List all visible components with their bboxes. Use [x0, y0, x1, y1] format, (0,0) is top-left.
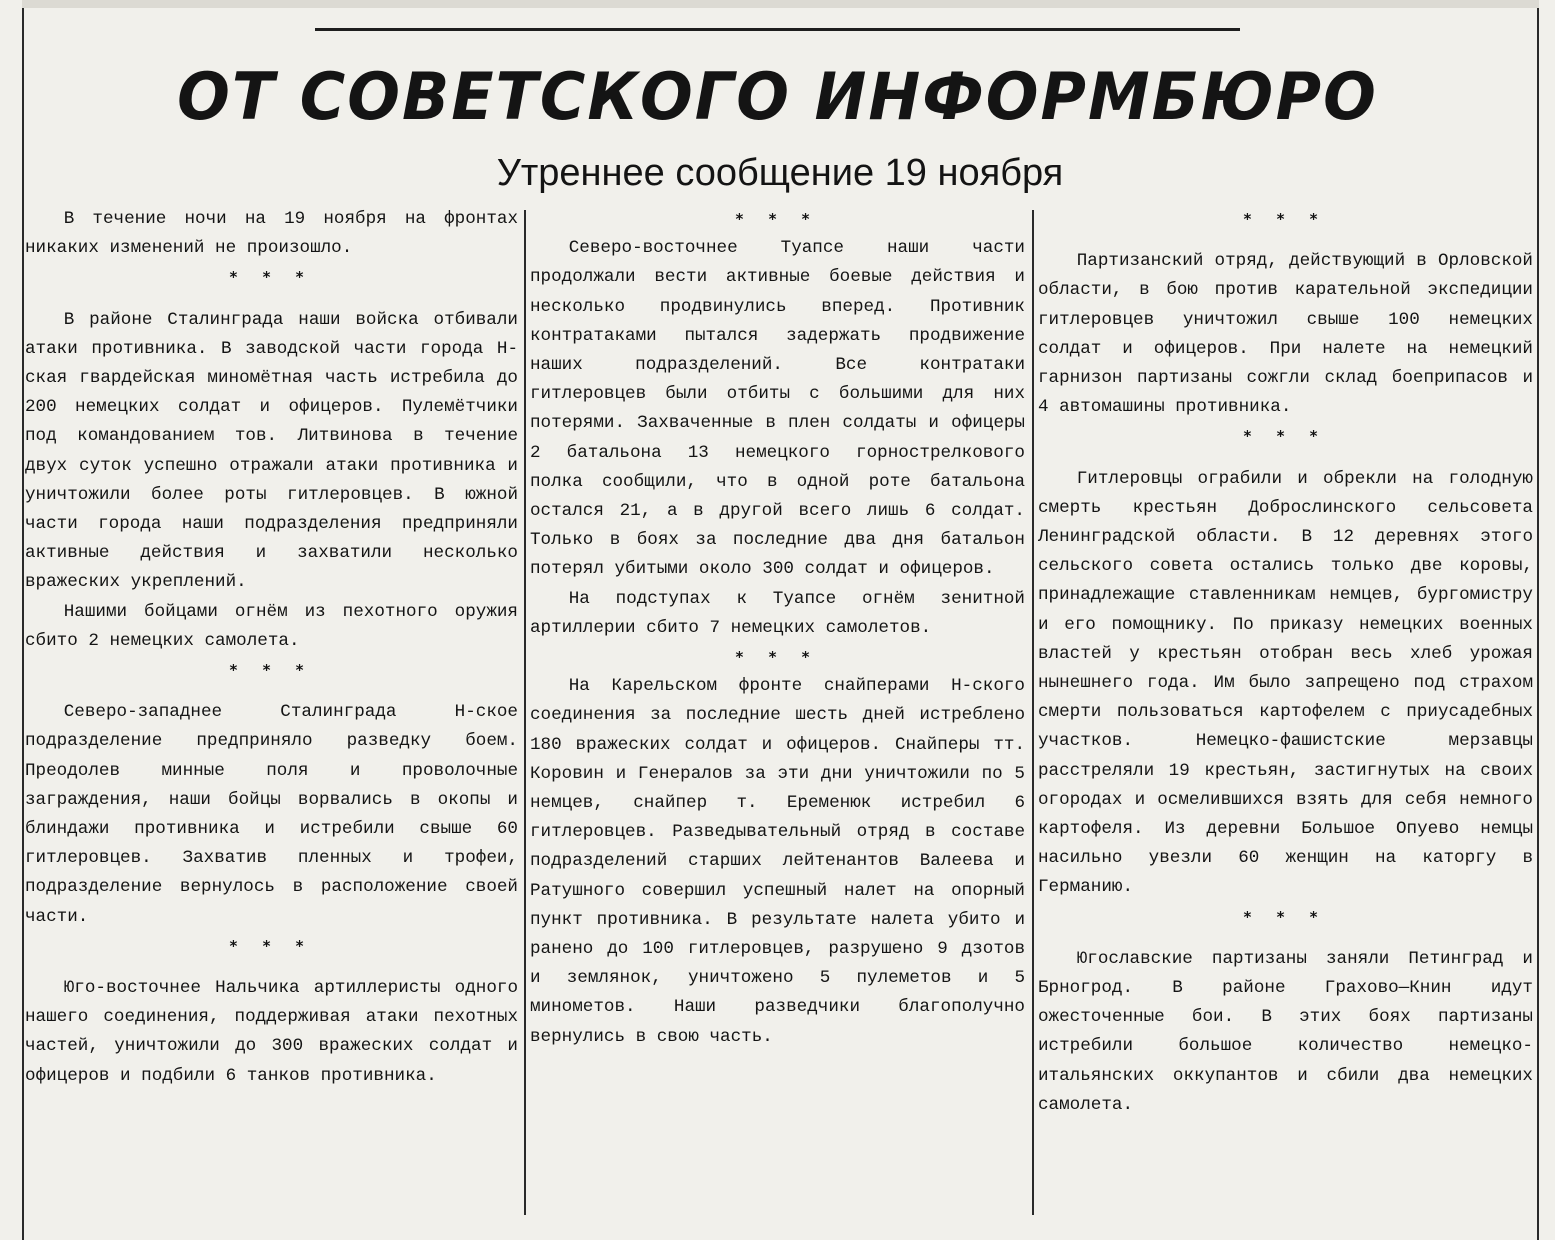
- article-paragraph: В районе Сталинграда наши войска отбивали атаки противника. В заводской части города Н-ская гвардейская миномётная часть истребила до 200 немецких солдат и офицеров. Пулемётчики под командованием тов. Литвинова в течение двух суток успешно отражали атаки противника и уничтожили более роты гитлеровцев. В южной части города наши подразделения предприняли активные действия и захватили несколько вражеских укреплений.: [25, 309, 518, 593]
- column-divider: [1032, 210, 1034, 1215]
- article-column-2: [530, 205, 1025, 1052]
- article-paragraph: На Карельском фронте снайперами Н-ского соединения за последние шесть дней истреблено 180 вражеских солдат и офицеров. Снайперы тт. Коровин и Генералов за эти дни уничтожили по 5 немцев, снайпер т. Еременюк истребил 6 гитлеровцев. Разведывательный отряд в составе подразделений старших лейтенантов Валеева и Ратушного совершил успешный налет на опорный пункт противника. В результате налета убито и ранено до 100 гитлеровцев, разрушено 9 дзотов и землянок, уничтожено 5 пулеметов и 5 минометов. Наши разведчики благополучно вернулись в свою часть.: [530, 676, 1025, 1047]
- separator-stars: * * *: [229, 936, 314, 955]
- separator-stars: * * *: [1243, 210, 1328, 228]
- article-column-3: [1038, 205, 1533, 1120]
- top-rule: [315, 28, 1240, 31]
- article-paragraph: В течение ночи на 19 ноября на фронтах никаких изменений не произошло.: [25, 209, 518, 259]
- separator-stars: * * *: [229, 268, 314, 287]
- article-paragraph: Югославские партизаны заняли Петинград и Брногрод. В районе Грахово—Книн идут ожесточенные бои. В этих боях партизаны истребили большое количество немецко-итальянских оккупантов и сбили два немецких самолета.: [1038, 948, 1533, 1115]
- separator-stars: * * *: [1243, 427, 1328, 446]
- separator-stars: * * *: [1243, 907, 1328, 926]
- right-page-edge: [1537, 0, 1555, 1240]
- article-column-1: [25, 205, 518, 1091]
- article-paragraph: Северо-восточнее Туапсе наши части продолжали вести активные боевые действия и несколько продвинулись вперед. Противник контратаками пытался задержать продвижение наших подразделений. Все контратаки гитлеровцев были отбиты с большими для них потерями. Захваченные в плен солдаты и офицеры 2 батальона 13 немецкого горнострелкового полка сообщили, что в одной роте батальона остался 21, а в другой всего лишь 6 солдат. Только в боях за последние два дня батальон потерял убитыми около 300 солдат и офицеров.: [530, 238, 1025, 580]
- article-paragraph: На подступах к Туапсе огнём зенитной артиллерии сбито 7 немецких самолетов.: [530, 588, 1025, 638]
- subheadline: Утреннее сообщение 19 ноября: [496, 152, 1064, 194]
- left-page-edge: [0, 0, 24, 1240]
- column-divider: [524, 210, 526, 1215]
- article-paragraph: Нашими бойцами огнём из пехотного оружия сбито 2 немецких самолета.: [25, 601, 518, 651]
- separator-stars: * * *: [229, 661, 314, 680]
- separator-stars: * * *: [735, 210, 820, 228]
- article-paragraph: Северо-западнее Сталинграда Н-ское подразделение предприняло разведку боем. Преодолев минные поля и проволочные заграждения, наши бойцы ворвались в окопы и блиндажи противника и истребили свыше 60 гитлеровцев. Захватив пленных и трофеи, подразделение вернулось в расположение своей части.: [25, 702, 518, 927]
- separator-stars: * * *: [735, 648, 820, 667]
- article-paragraph: Гитлеровцы ограбили и обрекли на голодную смерть крестьян Доброслинского сельсовета Ленинградской области. В 12 деревнях этого сельского совета остались только две коровы, принадлежащие ставленникам немцев, бургомистру и его помощнику. По приказу немецких военных властей у крестьян отобран весь хлеб урожая нынешнего года. Им было запрещено под страхом смерти пользоваться картофелем с приусадебных участков. Немецко-фашистские мерзавцы расстреляли 19 крестьян, застигнутых на своих огородах и осмелившихся взять для себя немного картофеля. Из деревни Большое Опуево немцы насильно увезли 60 женщин на каторгу в Германию.: [1038, 468, 1533, 898]
- top-page-strip: [22, 0, 1539, 8]
- headline: ОТ СОВЕТСКОГО ИНФОРМБЮРО: [177, 58, 1378, 135]
- article-paragraph: Юго-восточнее Нальчика артиллеристы одного нашего соединения, поддерживая атаки пехотных частей, уничтожили до 300 вражеских солдат и офицеров и подбили 6 танков противника.: [25, 978, 518, 1086]
- article-paragraph: Партизанский отряд, действующий в Орловской области, в бою против карательной экспедиции гитлеровцев уничтожил свыше 100 немецких солдат и офицеров. При налете на немецкий гарнизон партизаны сожгли склад боеприпасов и 4 автомашины противника.: [1038, 251, 1533, 418]
